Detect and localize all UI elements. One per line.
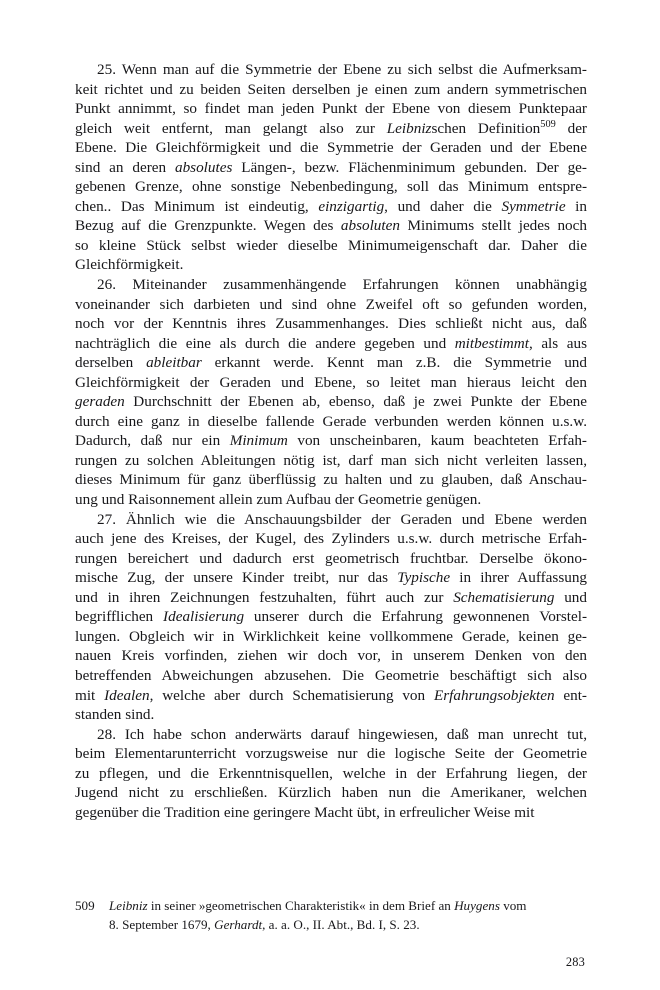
- text-line: [75, 568, 587, 588]
- paragraph-25: [75, 60, 587, 275]
- text-run: 27. Ähnlich wie die Anschauungsbilder der Geraden und Ebene werden: [97, 510, 587, 528]
- text-line: [75, 588, 587, 608]
- text-run: Dadurch, daß nur ein: [75, 432, 230, 450]
- emphasis-text: einzigartig: [318, 197, 385, 215]
- text-run: auch jene des Kreises, der Kugel, des Zylinders u.s.w. durch metrische Erfah-: [75, 530, 587, 548]
- paragraph-28: [75, 725, 587, 823]
- emphasis-text: Leibniz: [386, 119, 432, 137]
- text-line: [75, 373, 587, 393]
- text-run: , a. a. O., II. Abt., Bd. I, S. 23.: [262, 916, 420, 932]
- paragraph-26: [75, 275, 587, 510]
- text-run: unserer durch die Erfahrung gewonnenen Vorstel-: [244, 608, 588, 626]
- text-line: [75, 607, 587, 627]
- text-line: [75, 158, 587, 178]
- text-line: [75, 764, 587, 784]
- text-run: begrifflichen: [75, 608, 164, 626]
- text-run: rungen zu solchen Ableitungen nötig ist, darf man sich nicht verleiten lassen,: [75, 451, 587, 469]
- footnote-block: [75, 897, 587, 934]
- text-run: 25. Wenn man auf die Symmetrie der Ebene zu sich selbst die Aufmerksam-: [97, 61, 587, 78]
- text-line: [75, 177, 587, 197]
- emphasis-text: absolutes: [174, 158, 233, 176]
- footnote-text: [109, 897, 587, 934]
- text-run: in seiner »geometrischen Charakteristik« in dem Brief an: [147, 898, 455, 913]
- text-run: , welche aber durch Schematisierung von: [149, 686, 434, 704]
- text-run: Durchschnitt der Ebenen ab, ebenso, daß je zwei Punkte der Ebene: [124, 393, 587, 411]
- text-line: [75, 216, 587, 236]
- text-line: [75, 197, 587, 217]
- text-run: vom: [499, 898, 527, 913]
- emphasis-text: Minimum: [229, 432, 288, 450]
- text-run: Bezug auf die Grenzpunkte. Wegen des: [75, 217, 341, 235]
- text-run: der: [555, 119, 587, 137]
- page-number: 283: [565, 955, 585, 969]
- footnote-row: [75, 897, 587, 934]
- text-line: [75, 666, 587, 686]
- text-line: [75, 803, 587, 823]
- text-run: erkannt werde. Kennt man z.B. die Symmetrie und: [201, 354, 587, 372]
- text-run: rungen bereichert und dadurch erst geometrisch fruchtbar. Derselbe ökono-: [75, 549, 587, 567]
- text-line: [75, 60, 587, 80]
- text-line: [75, 295, 587, 315]
- text-run: Minimums stellt jedes noch: [399, 217, 587, 235]
- text-run: voneinander sich darbieten und sind ohne Zweifel oft so gefunden worden,: [75, 295, 587, 313]
- text-line: [75, 627, 587, 647]
- text-run: und: [554, 588, 587, 606]
- text-line: [75, 490, 587, 510]
- text-line: [75, 275, 587, 295]
- text-line: [75, 744, 587, 764]
- emphasis-text: mitbestimmt: [454, 334, 529, 352]
- text-line: [75, 646, 587, 666]
- text-line: [75, 783, 587, 803]
- emphasis-text: Leibniz: [109, 898, 148, 913]
- emphasis-text: geraden: [75, 393, 125, 411]
- text-run: , als aus: [528, 334, 587, 352]
- text-run: lungen. Obgleich wir in Wirklichkeit keine vollkommene Gerade, keinen ge-: [75, 627, 587, 645]
- emphasis-text: Idealisierung: [163, 608, 245, 626]
- text-run: keit richtet und zu beiden Seiten derselben je einen zum andern symmetrischen: [75, 80, 587, 98]
- emphasis-text: Typische: [397, 569, 451, 587]
- text-run: betreffenden Abweichungen abzusehen. Die Geometrie beschäftigt sich also: [75, 666, 587, 684]
- body-text-block: [75, 60, 587, 822]
- emphasis-text: ableitbar: [146, 354, 202, 372]
- text-line: [75, 236, 587, 256]
- text-run: beim Elementarunterricht vorzugsweise nur die logische Seite der Geometrie: [75, 745, 587, 763]
- text-run: und in ihren Zeichnungen festzuhalten, führt auch zur: [75, 588, 454, 606]
- footnote-reference: 509: [540, 118, 556, 130]
- text-run: so kleine Stück selbst wieder dieselbe Minimumeigenschaft dar. Daher die: [75, 236, 587, 254]
- text-line: [75, 80, 587, 100]
- emphasis-text: absoluten: [340, 217, 400, 235]
- text-run: dieses Minimum für ganz überflüssig zu halten und zu glauben, daß Anschau-: [75, 471, 587, 489]
- text-line: [75, 255, 587, 275]
- text-run: durch eine ganz in dieselbe fallende Gerade verbunden werden können u.s.w.: [75, 412, 587, 430]
- text-run: ent-: [554, 686, 587, 704]
- text-line: [75, 314, 587, 334]
- text-line: [75, 470, 587, 490]
- text-line: [75, 510, 587, 530]
- text-run: noch vor der Kenntnis ihres Zusammenhanges. Dies schließt nicht aus, daß: [75, 315, 587, 333]
- text-run: mische Zug, der unsere Kinder treibt, nur das: [75, 569, 398, 587]
- text-run: gegenüber die Tradition eine geringere Macht übt, in erfreulicher Weise mit: [75, 803, 535, 821]
- text-line: [75, 99, 587, 119]
- text-line: [75, 392, 587, 412]
- text-run: Ebene. Die Gleichförmigkeit und die Symmetrie der Geraden und der Ebene: [75, 139, 587, 157]
- text-run: mit: [75, 686, 105, 704]
- emphasis-text: Schematisierung: [453, 588, 555, 606]
- footnote-marker: 509: [75, 898, 95, 913]
- text-line: [75, 529, 587, 549]
- text-run: nachträglich die eine als durch die andere gegeben und: [75, 334, 455, 352]
- text-line: [75, 705, 587, 725]
- text-run: Jugend nicht zu erschließen. Kürzlich haben nun die Amerikaner, welchen: [75, 784, 587, 802]
- text-run: nauen Kreis vorfinden, ziehen wir doch vor, in unserem Denken von den: [75, 647, 587, 665]
- text-line: [75, 451, 587, 471]
- text-run: gleich weit entfernt, man gelangt also zur: [75, 119, 387, 137]
- text-run: Punkt annimmt, so findet man jeden Punkt der Ebene von diesem Punktepaar: [75, 100, 587, 118]
- text-run: von unscheinbaren, kaum beachteten Erfah-: [287, 432, 587, 450]
- footnote-line: [109, 897, 587, 916]
- text-run: in ihrer Auffassung: [450, 569, 588, 587]
- text-run: ung und Raisonnement allein zum Aufbau der Geometrie genügen.: [75, 491, 482, 509]
- text-run: 28. Ich habe schon anderwärts darauf hingewiesen, daß man unrecht tut,: [97, 725, 587, 743]
- emphasis-text: Symmetrie: [501, 197, 566, 215]
- text-run: Gleichförmigkeit.: [75, 256, 184, 274]
- text-run: Gleichförmigkeit der Geraden und Ebene, so leitet man hieraus leicht den: [75, 373, 587, 391]
- text-run: schen Definition: [431, 119, 541, 137]
- text-run: sind an deren: [75, 158, 175, 176]
- footnote-line: [109, 916, 587, 935]
- text-line: [75, 119, 587, 139]
- text-run: in: [565, 197, 587, 215]
- text-line: [75, 334, 587, 354]
- text-line: [75, 353, 587, 373]
- text-line: [75, 412, 587, 432]
- emphasis-text: Huygens: [454, 898, 500, 913]
- text-line: [75, 549, 587, 569]
- paragraph-27: [75, 510, 587, 725]
- text-run: gebenen Grenze, ohne sonstige Nebenbedingung, soll das Minimum entspre-: [75, 178, 587, 196]
- text-line: [75, 725, 587, 745]
- text-run: Längen-, bezw. Flächenminimum gebunden. Der ge-: [232, 158, 587, 176]
- emphasis-text: Gerhardt: [214, 916, 263, 932]
- text-run: 8. September 1679,: [109, 916, 215, 932]
- text-line: [75, 138, 587, 158]
- text-line: [75, 686, 587, 706]
- text-run: derselben: [75, 354, 147, 372]
- text-run: 26. Miteinander zusammenhängende Erfahrungen können unabhängig: [97, 276, 587, 294]
- text-line: [75, 431, 587, 451]
- text-run: , und daher die: [384, 197, 502, 215]
- emphasis-text: Idealen: [104, 686, 150, 704]
- emphasis-text: Erfahrungsobjekten: [433, 686, 555, 704]
- text-run: standen sind.: [75, 706, 155, 724]
- text-run: chen.. Das Minimum ist eindeutig,: [75, 197, 319, 215]
- text-run: zu pflegen, und die Erkenntnisquellen, welche in der Erfahrung liegen, der: [75, 764, 587, 782]
